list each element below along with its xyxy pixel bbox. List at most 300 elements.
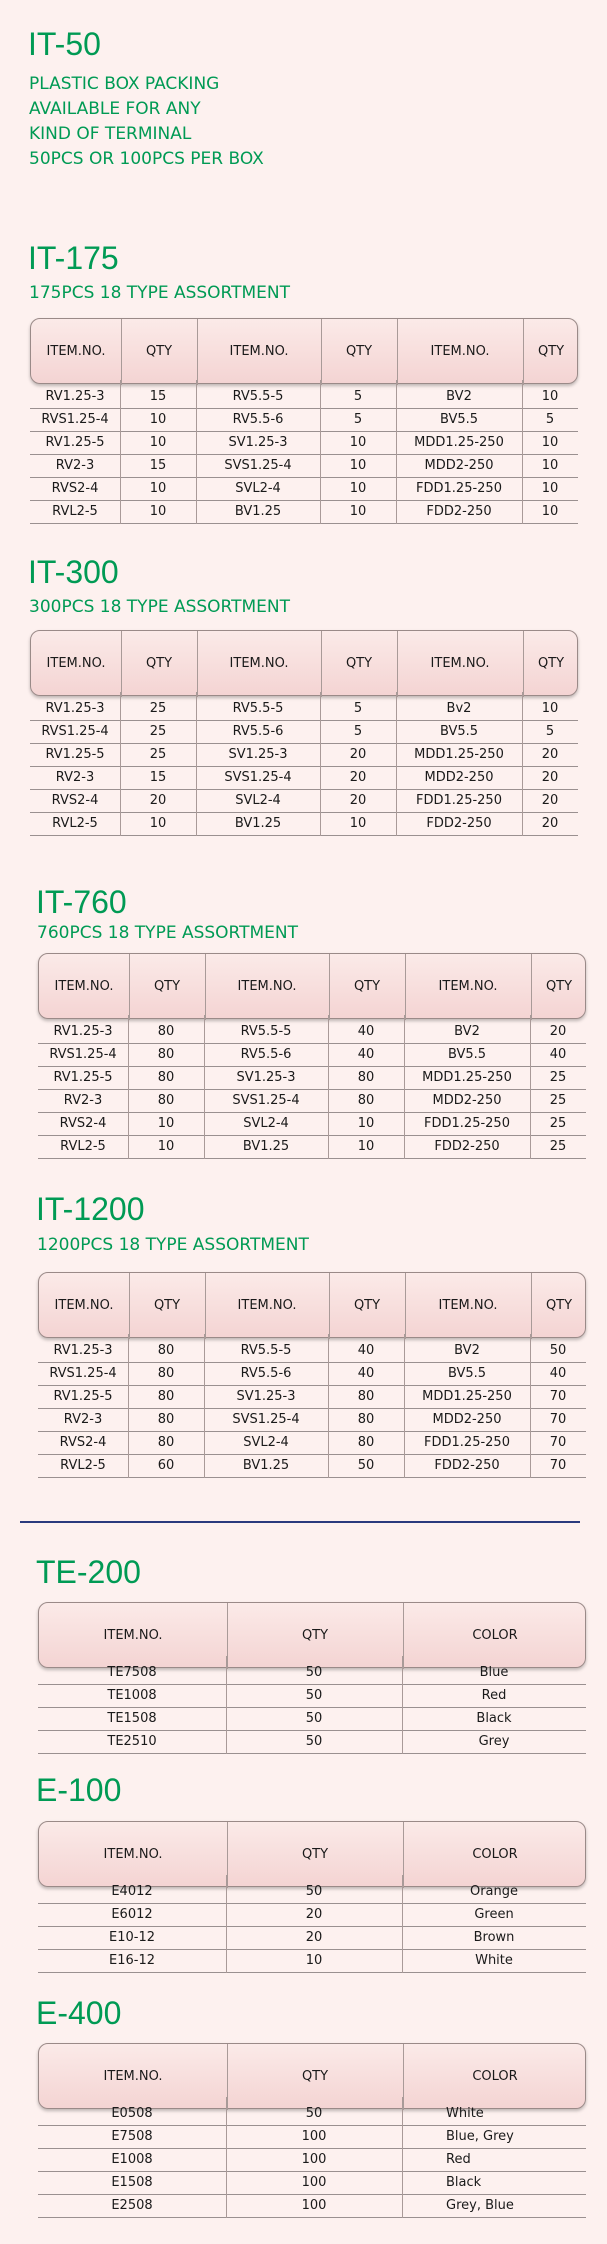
table-cell: 20 bbox=[349, 793, 367, 808]
table-cell: E6012 bbox=[111, 1907, 153, 1922]
table-cell: RV1.25-5 bbox=[53, 1389, 113, 1404]
table-row bbox=[38, 1386, 586, 1409]
table-row bbox=[38, 2172, 586, 2195]
table-cell: 25 bbox=[149, 701, 167, 716]
table-cell: 20 bbox=[349, 747, 367, 762]
table-cell: E1508 bbox=[111, 2175, 153, 2190]
table-cell: E2508 bbox=[111, 2198, 153, 2213]
table-cell: 5 bbox=[353, 724, 363, 739]
section-title-e-100: E-100 bbox=[36, 1772, 122, 1808]
table-cell: 25 bbox=[549, 1116, 567, 1131]
column-divider bbox=[530, 1015, 531, 1159]
table-cell: 50 bbox=[305, 1711, 323, 1726]
table-cell: 40 bbox=[549, 1047, 567, 1062]
column-divider bbox=[396, 692, 397, 836]
table-cell: RVS1.25-4 bbox=[41, 412, 109, 427]
column-divider bbox=[328, 1334, 329, 1478]
column-header: QTY bbox=[545, 1298, 573, 1313]
table-cell: 10 bbox=[157, 1139, 175, 1154]
table-cell: 10 bbox=[149, 412, 167, 427]
table-cell: 50 bbox=[305, 1734, 323, 1749]
table-row bbox=[30, 478, 578, 501]
table-cell: BV1.25 bbox=[242, 1458, 290, 1473]
table-cell: FDD2-250 bbox=[426, 816, 492, 831]
table-row bbox=[38, 2149, 586, 2172]
table-cell: 50 bbox=[357, 1458, 375, 1473]
table-cell: 40 bbox=[357, 1366, 375, 1381]
table-cell: 100 bbox=[301, 2129, 327, 2144]
column-header: QTY bbox=[301, 1847, 329, 1862]
column-divider bbox=[128, 1015, 129, 1159]
table-row bbox=[38, 1904, 586, 1927]
table-cell: E16-12 bbox=[109, 1953, 155, 1968]
table-cell: 100 bbox=[301, 2152, 327, 2167]
table-cell: 40 bbox=[357, 1343, 375, 1358]
table-cell: 80 bbox=[357, 1070, 375, 1085]
table-cell: 80 bbox=[157, 1389, 175, 1404]
table-cell: 20 bbox=[305, 1930, 323, 1945]
table-cell: 25 bbox=[149, 747, 167, 762]
table-cell: 10 bbox=[541, 389, 559, 404]
table-cell: Grey bbox=[478, 1734, 510, 1749]
table-row bbox=[30, 409, 578, 432]
table-cell: 25 bbox=[549, 1070, 567, 1085]
table-row bbox=[30, 721, 578, 744]
table-cell: 10 bbox=[541, 504, 559, 519]
table-cell: E7508 bbox=[111, 2129, 153, 2144]
table-row bbox=[38, 1881, 586, 1904]
section-subtitle-it-1200: 1200PCS 18 TYPE ASSORTMENT bbox=[37, 1235, 309, 1255]
table-cell: 100 bbox=[301, 2198, 327, 2213]
table-cell: 10 bbox=[541, 701, 559, 716]
table-cell: SV1.25-3 bbox=[236, 1070, 296, 1085]
table-row bbox=[38, 1662, 586, 1685]
column-header: QTY bbox=[345, 344, 373, 359]
table-cell: MDD2-250 bbox=[424, 770, 494, 785]
table-cell: Grey, Blue bbox=[446, 2198, 514, 2213]
table-row bbox=[38, 1067, 586, 1090]
it-175-table-header bbox=[30, 318, 578, 384]
table-cell: 20 bbox=[149, 793, 167, 808]
table-cell: 25 bbox=[149, 724, 167, 739]
table-cell: MDD1.25-250 bbox=[414, 435, 504, 450]
table-cell: 10 bbox=[149, 816, 167, 831]
table-cell: 10 bbox=[149, 504, 167, 519]
table-cell: 50 bbox=[305, 1665, 323, 1680]
table-cell: 15 bbox=[149, 389, 167, 404]
table-cell: RV1.25-3 bbox=[45, 701, 105, 716]
table-cell: Black bbox=[446, 2175, 482, 2190]
section-title-te-200: TE-200 bbox=[36, 1554, 141, 1590]
table-cell: 20 bbox=[541, 816, 559, 831]
table-cell: SV1.25-3 bbox=[228, 435, 288, 450]
table-cell: 25 bbox=[549, 1093, 567, 1108]
column-header: ITEM.NO. bbox=[54, 1298, 114, 1313]
column-header: QTY bbox=[301, 2069, 329, 2084]
column-divider bbox=[320, 380, 321, 524]
column-header: QTY bbox=[537, 344, 565, 359]
table-cell: RV1.25-3 bbox=[45, 389, 105, 404]
table-cell: 80 bbox=[157, 1093, 175, 1108]
table-cell: FDD1.25-250 bbox=[424, 1435, 510, 1450]
table-row bbox=[38, 1685, 586, 1708]
column-header: ITEM.NO. bbox=[46, 656, 106, 671]
table-cell: 10 bbox=[541, 458, 559, 473]
table-cell: TE7508 bbox=[107, 1665, 157, 1680]
column-divider bbox=[226, 1656, 227, 1754]
table-cell: BV2 bbox=[446, 389, 472, 404]
table-cell: 80 bbox=[157, 1070, 175, 1085]
it-1200-table-header bbox=[38, 1272, 586, 1338]
column-header: ITEM.NO. bbox=[237, 1298, 297, 1313]
table-cell: RVL2-5 bbox=[52, 816, 98, 831]
table-cell: RVS1.25-4 bbox=[49, 1047, 117, 1062]
column-header: QTY bbox=[545, 979, 573, 994]
table-cell: BV2 bbox=[454, 1024, 480, 1039]
column-header: ITEM.NO. bbox=[438, 979, 498, 994]
table-cell: SVS1.25-4 bbox=[224, 458, 292, 473]
column-header: QTY bbox=[353, 1298, 381, 1313]
table-cell: RV1.25-5 bbox=[45, 747, 105, 762]
table-cell: SVL2-4 bbox=[243, 1116, 289, 1131]
table-row bbox=[30, 501, 578, 524]
column-divider bbox=[404, 1015, 405, 1159]
table-row bbox=[38, 2103, 586, 2126]
table-cell: 15 bbox=[149, 458, 167, 473]
table-cell: RV5.5-6 bbox=[240, 1047, 292, 1062]
table-cell: RV5.5-6 bbox=[232, 724, 284, 739]
table-row bbox=[38, 1432, 586, 1455]
table-cell: 80 bbox=[157, 1435, 175, 1450]
column-divider bbox=[404, 1334, 405, 1478]
table-cell: 50 bbox=[305, 1884, 323, 1899]
column-header: ITEM.NO. bbox=[229, 344, 289, 359]
column-header: QTY bbox=[353, 979, 381, 994]
it-50-line-1: PLASTIC BOX PACKING bbox=[29, 74, 220, 94]
table-cell: 5 bbox=[353, 701, 363, 716]
table-cell: 10 bbox=[541, 481, 559, 496]
table-row bbox=[38, 2195, 586, 2218]
table-cell: 20 bbox=[305, 1907, 323, 1922]
table-cell: RVS2-4 bbox=[59, 1116, 107, 1131]
table-cell: 10 bbox=[149, 435, 167, 450]
table-row bbox=[38, 1409, 586, 1432]
table-cell: 80 bbox=[157, 1047, 175, 1062]
table-cell: RV1.25-5 bbox=[45, 435, 105, 450]
table-cell: Brown bbox=[473, 1930, 515, 1945]
table-cell: BV5.5 bbox=[447, 1366, 487, 1381]
table-cell: RVL2-5 bbox=[60, 1139, 106, 1154]
table-cell: 5 bbox=[353, 389, 363, 404]
table-cell: 80 bbox=[357, 1389, 375, 1404]
table-cell: 5 bbox=[353, 412, 363, 427]
table-cell: FDD1.25-250 bbox=[424, 1116, 510, 1131]
table-cell: 40 bbox=[357, 1047, 375, 1062]
table-cell: RV5.5-5 bbox=[232, 701, 284, 716]
table-cell: 80 bbox=[357, 1093, 375, 1108]
table-cell: SVL2-4 bbox=[235, 481, 281, 496]
table-row bbox=[38, 1708, 586, 1731]
table-cell: BV2 bbox=[454, 1343, 480, 1358]
table-row bbox=[38, 1363, 586, 1386]
table-cell: 40 bbox=[549, 1366, 567, 1381]
column-header: ITEM.NO. bbox=[237, 979, 297, 994]
table-row bbox=[38, 1044, 586, 1067]
table-cell: 5 bbox=[545, 724, 555, 739]
column-divider bbox=[522, 692, 523, 836]
table-cell: 70 bbox=[549, 1458, 567, 1473]
column-header: COLOR bbox=[472, 1847, 518, 1862]
table-cell: 10 bbox=[349, 816, 367, 831]
table-cell: 10 bbox=[541, 435, 559, 450]
table-cell: 20 bbox=[541, 770, 559, 785]
table-cell: 80 bbox=[157, 1024, 175, 1039]
table-cell: 10 bbox=[349, 435, 367, 450]
column-divider bbox=[530, 1334, 531, 1478]
table-cell: 10 bbox=[149, 481, 167, 496]
column-header: QTY bbox=[153, 1298, 181, 1313]
table-cell: BV1.25 bbox=[234, 504, 282, 519]
table-cell: BV5.5 bbox=[439, 724, 479, 739]
table-row bbox=[38, 1927, 586, 1950]
it-760-table-header bbox=[38, 953, 586, 1019]
it-50-line-4: 50PCS OR 100PCS PER BOX bbox=[29, 149, 264, 169]
section-title-it-1200: IT-1200 bbox=[36, 1191, 145, 1227]
column-header: ITEM.NO. bbox=[46, 344, 106, 359]
table-cell: Orange bbox=[469, 1884, 519, 1899]
table-cell: SVL2-4 bbox=[235, 793, 281, 808]
table-cell: 5 bbox=[545, 412, 555, 427]
table-cell: MDD1.25-250 bbox=[422, 1070, 512, 1085]
table-cell: 20 bbox=[549, 1024, 567, 1039]
table-cell: E0508 bbox=[111, 2106, 153, 2121]
it-50-line-2: AVAILABLE FOR ANY bbox=[29, 99, 201, 119]
column-header: QTY bbox=[145, 656, 173, 671]
table-cell: 15 bbox=[149, 770, 167, 785]
table-row bbox=[38, 1090, 586, 1113]
table-cell: 40 bbox=[357, 1024, 375, 1039]
table-cell: RVS2-4 bbox=[59, 1435, 107, 1450]
section-subtitle-it-300: 300PCS 18 TYPE ASSORTMENT bbox=[29, 597, 291, 617]
column-divider bbox=[226, 1875, 227, 1973]
table-row bbox=[38, 1950, 586, 1973]
table-cell: FDD1.25-250 bbox=[416, 793, 502, 808]
it-300-table-header bbox=[30, 630, 578, 696]
table-cell: RV2-3 bbox=[55, 770, 95, 785]
table-row bbox=[38, 1021, 586, 1044]
table-cell: 80 bbox=[157, 1343, 175, 1358]
table-cell: SVS1.25-4 bbox=[224, 770, 292, 785]
table-cell: 70 bbox=[549, 1435, 567, 1450]
table-cell: TE1508 bbox=[107, 1711, 157, 1726]
table-cell: 50 bbox=[549, 1343, 567, 1358]
table-cell: FDD2-250 bbox=[434, 1139, 500, 1154]
column-divider bbox=[226, 2097, 227, 2218]
table-cell: 10 bbox=[357, 1139, 375, 1154]
column-header: ITEM.NO. bbox=[430, 656, 490, 671]
column-divider bbox=[402, 2097, 403, 2218]
table-cell: 100 bbox=[301, 2175, 327, 2190]
table-cell: MDD2-250 bbox=[432, 1412, 502, 1427]
table-cell: SV1.25-3 bbox=[228, 747, 288, 762]
table-row bbox=[38, 1455, 586, 1478]
column-header: QTY bbox=[537, 656, 565, 671]
table-cell: Red bbox=[446, 2152, 471, 2167]
table-row bbox=[30, 813, 578, 836]
table-cell: 70 bbox=[549, 1412, 567, 1427]
table-cell: MDD2-250 bbox=[432, 1093, 502, 1108]
table-cell: RV1.25-3 bbox=[53, 1343, 113, 1358]
table-row bbox=[30, 386, 578, 409]
table-cell: RV2-3 bbox=[55, 458, 95, 473]
column-divider bbox=[402, 1875, 403, 1973]
column-header: QTY bbox=[145, 344, 173, 359]
table-row bbox=[30, 790, 578, 813]
table-cell: 60 bbox=[157, 1458, 175, 1473]
table-cell: RV5.5-6 bbox=[232, 412, 284, 427]
table-cell: Black bbox=[476, 1711, 512, 1726]
column-divider bbox=[128, 1334, 129, 1478]
column-divider bbox=[204, 1334, 205, 1478]
column-divider bbox=[522, 380, 523, 524]
table-cell: BV5.5 bbox=[439, 412, 479, 427]
e-400-table bbox=[38, 2043, 586, 2218]
table-cell: Blue, Grey bbox=[446, 2129, 514, 2144]
it-50-line-3: KIND OF TERMINAL bbox=[29, 124, 192, 144]
table-cell: 80 bbox=[357, 1412, 375, 1427]
table-cell: SVS1.25-4 bbox=[232, 1093, 300, 1108]
section-title-it-50: IT-50 bbox=[28, 26, 101, 62]
table-cell: MDD1.25-250 bbox=[414, 747, 504, 762]
table-cell: 10 bbox=[357, 1116, 375, 1131]
table-row bbox=[38, 1731, 586, 1754]
table-cell: TE2510 bbox=[107, 1734, 157, 1749]
table-cell: 70 bbox=[549, 1389, 567, 1404]
table-cell: Green bbox=[474, 1907, 514, 1922]
column-divider bbox=[396, 380, 397, 524]
table-cell: RV2-3 bbox=[63, 1412, 103, 1427]
table-cell: Blue bbox=[479, 1665, 509, 1680]
table-cell: Red bbox=[481, 1688, 507, 1703]
table-cell: RV1.25-5 bbox=[53, 1070, 113, 1085]
table-cell: E1008 bbox=[111, 2152, 153, 2167]
column-divider bbox=[204, 1015, 205, 1159]
te-200-table bbox=[38, 1602, 586, 1754]
table-row bbox=[30, 455, 578, 478]
table-cell: Bv2 bbox=[446, 701, 472, 716]
table-row bbox=[30, 767, 578, 790]
table-cell: BV1.25 bbox=[242, 1139, 290, 1154]
table-cell: FDD1.25-250 bbox=[416, 481, 502, 496]
table-cell: 10 bbox=[349, 458, 367, 473]
column-header: ITEM.NO. bbox=[438, 1298, 498, 1313]
table-cell: BV5.5 bbox=[447, 1047, 487, 1062]
column-header: ITEM.NO. bbox=[54, 979, 114, 994]
table-cell: BV1.25 bbox=[234, 816, 282, 831]
table-cell: MDD2-250 bbox=[424, 458, 494, 473]
table-row bbox=[30, 432, 578, 455]
table-cell: 80 bbox=[157, 1412, 175, 1427]
table-cell: RVS1.25-4 bbox=[49, 1366, 117, 1381]
column-header: COLOR bbox=[472, 1628, 518, 1643]
column-divider bbox=[328, 1015, 329, 1159]
table-cell: RVL2-5 bbox=[52, 504, 98, 519]
it-760-table bbox=[38, 953, 586, 1159]
table-row bbox=[38, 1340, 586, 1363]
table-cell: 10 bbox=[349, 504, 367, 519]
table-cell: White bbox=[446, 2106, 484, 2121]
table-cell: 50 bbox=[305, 2106, 323, 2121]
table-cell: 80 bbox=[157, 1366, 175, 1381]
section-title-it-760: IT-760 bbox=[36, 884, 127, 920]
e-400-table-header bbox=[38, 2043, 586, 2109]
te-200-table-header bbox=[38, 1602, 586, 1668]
table-cell: 20 bbox=[541, 793, 559, 808]
table-cell: RVL2-5 bbox=[60, 1458, 106, 1473]
column-header: ITEM.NO. bbox=[229, 656, 289, 671]
table-row bbox=[30, 698, 578, 721]
column-header: ITEM.NO. bbox=[103, 2069, 163, 2084]
table-cell: RVS2-4 bbox=[51, 793, 99, 808]
column-header: ITEM.NO. bbox=[103, 1847, 163, 1862]
table-cell: SV1.25-3 bbox=[236, 1389, 296, 1404]
e-100-table bbox=[38, 1821, 586, 1973]
column-divider bbox=[120, 692, 121, 836]
table-cell: FDD2-250 bbox=[426, 504, 492, 519]
it-300-table bbox=[30, 630, 578, 836]
section-subtitle-it-175: 175PCS 18 TYPE ASSORTMENT bbox=[29, 283, 291, 303]
table-cell: RVS2-4 bbox=[51, 481, 99, 496]
section-title-it-175: IT-175 bbox=[28, 240, 119, 276]
column-header: QTY bbox=[153, 979, 181, 994]
table-cell: 10 bbox=[305, 1953, 323, 1968]
column-divider bbox=[402, 1656, 403, 1754]
table-cell: RVS1.25-4 bbox=[41, 724, 109, 739]
column-divider bbox=[196, 380, 197, 524]
table-cell: 20 bbox=[541, 747, 559, 762]
table-cell: 20 bbox=[349, 770, 367, 785]
it-1200-table bbox=[38, 1272, 586, 1478]
table-cell: E10-12 bbox=[109, 1930, 155, 1945]
table-cell: RV5.5-5 bbox=[232, 389, 284, 404]
column-divider bbox=[320, 692, 321, 836]
section-divider bbox=[20, 1521, 580, 1523]
table-cell: RV2-3 bbox=[63, 1093, 103, 1108]
table-cell: White bbox=[475, 1953, 513, 1968]
table-cell: 10 bbox=[157, 1116, 175, 1131]
table-cell: TE1008 bbox=[107, 1688, 157, 1703]
table-cell: MDD1.25-250 bbox=[422, 1389, 512, 1404]
table-cell: 25 bbox=[549, 1139, 567, 1154]
table-cell: RV5.5-5 bbox=[240, 1343, 292, 1358]
it-175-table bbox=[30, 318, 578, 524]
column-header: QTY bbox=[301, 1628, 329, 1643]
table-row bbox=[38, 1113, 586, 1136]
table-cell: E4012 bbox=[111, 1884, 153, 1899]
column-header: ITEM.NO. bbox=[430, 344, 490, 359]
table-cell: RV5.5-5 bbox=[240, 1024, 292, 1039]
table-row bbox=[38, 2126, 586, 2149]
column-header: COLOR bbox=[472, 2069, 518, 2084]
table-cell: RV1.25-3 bbox=[53, 1024, 113, 1039]
table-cell: 50 bbox=[305, 1688, 323, 1703]
column-divider bbox=[120, 380, 121, 524]
table-cell: SVS1.25-4 bbox=[232, 1412, 300, 1427]
table-row bbox=[38, 1136, 586, 1159]
section-subtitle-it-760: 760PCS 18 TYPE ASSORTMENT bbox=[37, 923, 299, 943]
table-cell: FDD2-250 bbox=[434, 1458, 500, 1473]
section-title-e-400: E-400 bbox=[36, 1995, 122, 2031]
